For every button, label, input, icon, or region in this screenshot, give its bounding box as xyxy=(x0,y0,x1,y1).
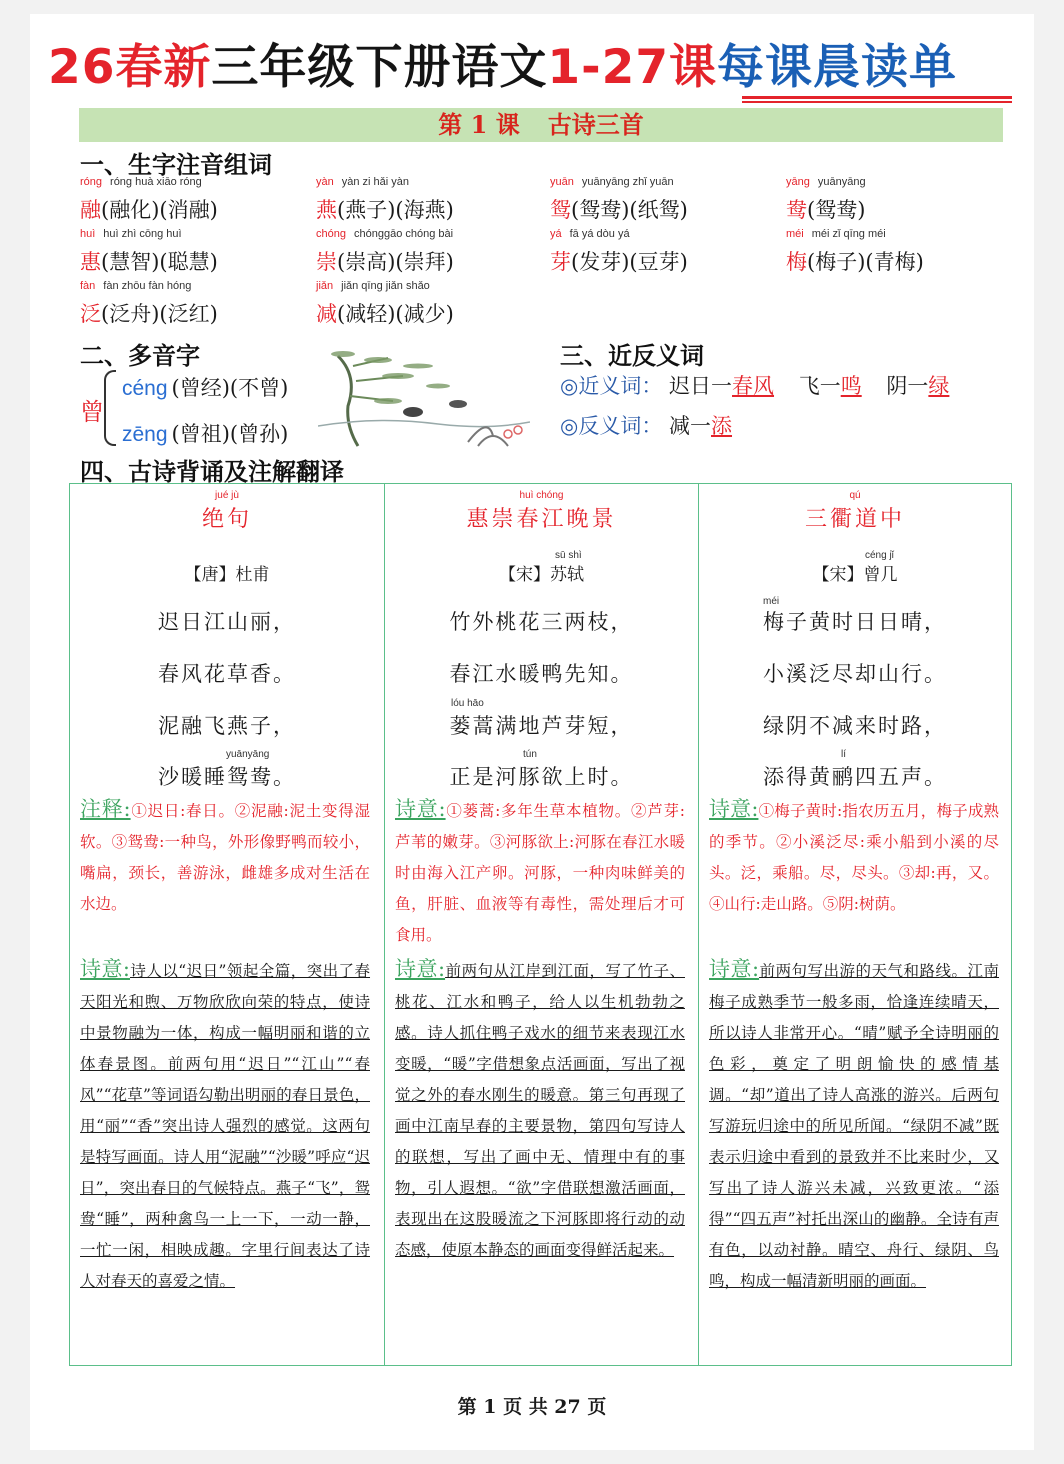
poem-title: 惠崇春江晚景 xyxy=(466,507,617,532)
vocab-words: (鸳鸯) xyxy=(807,198,866,222)
meaning-block: 诗意:前两句写出游的天气和路线。江南梅子成熟季节一般多雨，恰逢连续晴天，所以诗人非常开心。“晴”赋予全诗明丽的色彩，奠定了明朗愉快的感情基调。“却”道出了诗人高涨的游兴。后两句写游玩归途中的所见所闻。“绿阴不减”既表示归途中看到的景致并不比来时少，又写出了诗人游兴未减，兴致更浓。“添得”“四五声”衬托出深山的幽静。全诗有声有色，以动衬静。晴空、舟行、绿阴、鸟鸣，构成一幅清新明丽的画面。 xyxy=(709,957,999,1290)
vocab-item xyxy=(316,176,454,224)
vocab-char: 融 xyxy=(80,198,101,222)
poem-line: 春江水暖鸭先知。 xyxy=(449,662,634,686)
vocab-char: 减 xyxy=(316,302,337,326)
pinyin: yá fā yá dòu yá xyxy=(550,228,630,240)
vocab-char: 梅 xyxy=(786,250,807,274)
pinyin: róng róng huà xiāo róng xyxy=(80,176,202,188)
antonyms-row: ◎反义词： 减一添 xyxy=(560,414,733,438)
vocab-char: 惠 xyxy=(80,250,101,274)
page-title: 26春新三年级下册语文1-27课每课晨读单 xyxy=(48,40,958,95)
brace xyxy=(104,370,116,446)
vocab-item xyxy=(550,228,688,276)
vocab-item xyxy=(786,228,924,276)
poem-column-3: qú 三衢道中 céng jǐ 【宋】曾几 méi 梅子黄时日日晴， 小溪泛尽却山行。 绿阴不减来时路， lí 添得黄鹂四五声。 诗意:①梅子黄时:指农历五月，梅子成熟的季节。②小溪泛尽:乘小船到小溪的尽头。泛，乘船。尽，尽头。③却:再，又。④山行:走山路。⑤阴:树荫。 诗意:前两句写出游的天气和路线。江南梅子成熟季节一般多雨，恰逢连续晴天，所以诗人非常开心。“晴”赋予全诗明丽的色彩，奠定了明朗愉快的感情基调。“却”道出了诗人高涨的游兴。后两句写游玩归途中的所见所闻。“绿阴不减”既表示归途中看到的景致并不比来时少，又写出了诗人游兴未减，兴致更浓。“添得”“四五声”衬托出深山的幽静。全诗有声有色，以动衬静。晴空、舟行、绿阴、鸟鸣，构成一幅清新明丽的画面。 xyxy=(698,484,1011,1365)
annotation-block: 诗意:①梅子黄时:指农历五月，梅子成熟的季节。②小溪泛尽:乘小船到小溪的尽头。泛，乘船。尽，尽头。③却:再，又。④山行:走山路。⑤阴:树荫。 xyxy=(709,797,999,913)
synonyms-row: ◎近义词： 迟日一春风 飞一鸣 阴一绿 xyxy=(560,374,950,398)
poem-line: 小溪泛尽却山行。 xyxy=(763,662,947,686)
poem-line: 绿阴不减来时路， xyxy=(763,714,947,738)
vocab-item xyxy=(80,176,218,224)
vocab-item xyxy=(80,228,218,276)
vocab-words: (减轻)(减少) xyxy=(337,302,454,326)
vocab-char: 泛 xyxy=(80,302,101,326)
lesson-number: 第 1 课 xyxy=(438,110,520,139)
poem-line: 春风花草香。 xyxy=(158,662,296,686)
vocab-item xyxy=(316,228,454,276)
poem-line: 迟日江山丽， xyxy=(158,610,296,634)
poem-author: 【宋】曾几 xyxy=(812,565,898,585)
poem-line: 正是河豚欲上时。 xyxy=(449,765,634,789)
poem-line: 蒌蒿满地芦芽短， xyxy=(449,714,634,738)
poem-column-2: huì chóng 惠崇春江晚景 sū shì 【宋】苏轼 竹外桃花三两枝， 春江水暖鸭先知。 lóu hāo 蒌蒿满地芦芽短， tún 正是河豚欲上时。 诗意:①蒌蒿:多年生草本植物。②芦芽:芦苇的嫩芽。③河豚欲上:河豚在春江水暖时由海入江产卵。河豚，一种肉味鲜美的鱼，肝脏、血液等有毒性，需处理后才可食用。 诗意:前两句从江岸到江面，写了竹子、桃花、江水和鸭子，给人以生机勃勃之感。诗人抓住鸭子戏水的细节来表现江水变暖，“暖”字借想象点活画面，写出了视觉之外的春水刚生的暖意。第三句再现了画中江南早春的主要景物，第四句写诗人的联想，写出了画中无、情理中有的事物，引人遐想。“欲”字借联想激活画面，表现出在这股暖流之下河豚即将行动的动态感，使原本静态的画面变得鲜活起来。 xyxy=(384,484,698,1365)
poem-line: 竹外桃花三两枝， xyxy=(449,610,634,634)
vocab-char: 崇 xyxy=(316,250,337,274)
ink-painting-illustration xyxy=(318,346,530,452)
pinyin: fàn fàn zhōu fàn hóng xyxy=(80,280,192,292)
vocab-words: (发芽)(豆芽) xyxy=(571,250,688,274)
polyphone-reading-1: céng (曾经)(不曾) xyxy=(122,376,289,400)
poem-title: 绝句 xyxy=(201,507,252,532)
polyphone-char: 曾 xyxy=(80,398,104,426)
section-heading-3: 三、近反义词 xyxy=(560,342,704,370)
poem-column-1: jué jù 绝句 【唐】杜甫 迟日江山丽， 春风花草香。 泥融飞燕子， yuānyāng 沙暖睡鸳鸯。 注释:①迟日:春日。②泥融:泥土变得湿软。③鸳鸯:一种鸟，外形像野鸭而较小，嘴扁，颈长，善游泳，雌雄多成对生活在水边。 诗意:诗人以“迟日”领起全篇，突出了春天阳光和煦、万物欣欣向荣的特点，使诗中景物融为一体，构成一幅明丽和谐的立体春景图。前两句用“迟日”“江山”“春风”“花草”等词语勾勒出明丽的春日景色，用“丽”“香”突出诗人强烈的感觉。这两句是特写画面。诗人用“泥融”“沙暖”呼应“迟日”，突出春日的气候特点。燕子“飞”，鸳鸯“睡”，两种禽鸟一上一下，一动一静，一忙一闲，相映成趣。字里行间表达了诗人对春天的喜爱之情。 xyxy=(70,484,384,1365)
vocab-words: (梅子)(青梅) xyxy=(807,250,924,274)
vocab-item xyxy=(786,176,866,224)
vocab-words: (燕子)(海燕) xyxy=(337,198,454,222)
vocab-words: (鸳鸯)(纸鸳) xyxy=(571,198,688,222)
pinyin: yāng yuānyāng xyxy=(786,176,866,188)
page-footer: 第 1 页 共 27 页 xyxy=(457,1396,607,1418)
poem-title: 三衢道中 xyxy=(804,507,905,532)
pinyin: méi méi zǐ qīng méi xyxy=(786,228,886,240)
vocab-char: 鸳 xyxy=(550,198,571,222)
vocab-char: 芽 xyxy=(550,250,571,274)
section-heading-1: 一、生字注音组词 xyxy=(80,151,272,179)
pinyin: yuān yuānyāng zhǐ yuān xyxy=(550,176,674,188)
vocab-words: (崇高)(崇拜) xyxy=(337,250,454,274)
polyphone-reading-2: zēng (曾祖)(曾孙) xyxy=(122,422,289,446)
annotation-block: 诗意:①蒌蒿:多年生草本植物。②芦芽:芦苇的嫩芽。③河豚欲上:河豚在春江水暖时由海入江产卵。河豚，一种肉味鲜美的鱼，肝脏、血液等有毒性，需处理后才可食用。 xyxy=(395,797,685,944)
poem-line: 梅子黄时日日晴， xyxy=(763,610,947,634)
meaning-block: 诗意:诗人以“迟日”领起全篇，突出了春天阳光和煦、万物欣欣向荣的特点，使诗中景物融为一体，构成一幅明丽和谐的立体春景图。前两句用“迟日”“江山”“春风”“花草”等词语勾勒出明丽的春日景色，用“丽”“香”突出诗人强烈的感觉。这两句是特写画面。诗人用“泥融”“沙暖”呼应“迟日”，突出春日的气候特点。燕子“飞”，鸳鸯“睡”，两种禽鸟一上一下，一动一静，一忙一闲，相映成趣。字里行间表达了诗人对春天的喜爱之情。 xyxy=(80,957,371,1290)
poem-table xyxy=(69,483,1012,1366)
vocab-words: (慧智)(聪慧) xyxy=(101,250,218,274)
vocab-item xyxy=(80,280,218,328)
vocab-words: (泛舟)(泛红) xyxy=(101,302,218,326)
pinyin: huì huì zhì cōng huì xyxy=(80,228,182,240)
vocab-char: 鸯 xyxy=(786,198,807,222)
vocab-item xyxy=(316,280,454,328)
poem-line: 添得黄鹂四五声。 xyxy=(763,765,947,789)
meaning-block: 诗意:前两句从江岸到江面，写了竹子、桃花、江水和鸭子，给人以生机勃勃之感。诗人抓住鸭子戏水的细节来表现江水变暖，“暖”字借想象点活画面，写出了视觉之外的春水刚生的暖意。第三句再现了画中江南早春的主要景物，第四句写诗人的联想，写出了画中无、情理中有的事物，引人遐想。“欲”字借联想激活画面，表现出在这股暖流之下河豚即将行动的动态感，使原本静态的画面变得鲜活起来。 xyxy=(395,957,685,1259)
lesson-banner xyxy=(79,108,1003,142)
pinyin: chóng chónggāo chóng bài xyxy=(316,228,454,240)
title-underline xyxy=(742,96,1012,103)
vocab-item xyxy=(550,176,688,224)
poem-author: 【宋】苏轼 xyxy=(499,565,584,585)
pinyin: jiǎn jiǎn qīng jiǎn shǎo xyxy=(316,280,430,292)
section-heading-4: 四、古诗背诵及注解翻译 xyxy=(80,458,344,486)
poem-line: 沙暖睡鸳鸯。 xyxy=(158,765,296,789)
pinyin: yàn yàn zi hǎi yàn xyxy=(316,176,410,188)
vocab-words: (融化)(消融) xyxy=(101,198,218,222)
vocab-char: 燕 xyxy=(316,198,337,222)
poem-line: 泥融飞燕子， xyxy=(158,714,296,738)
annotation-block: 注释:①迟日:春日。②泥融:泥土变得湿软。③鸳鸯:一种鸟，外形像野鸭而较小，嘴扁，颈长，善游泳，雌雄多成对生活在水边。 xyxy=(80,797,370,913)
section-heading-2: 二、多音字 xyxy=(80,342,200,370)
poem-author: 【唐】杜甫 xyxy=(184,565,270,585)
lesson-name: 古诗三首 xyxy=(547,110,644,139)
